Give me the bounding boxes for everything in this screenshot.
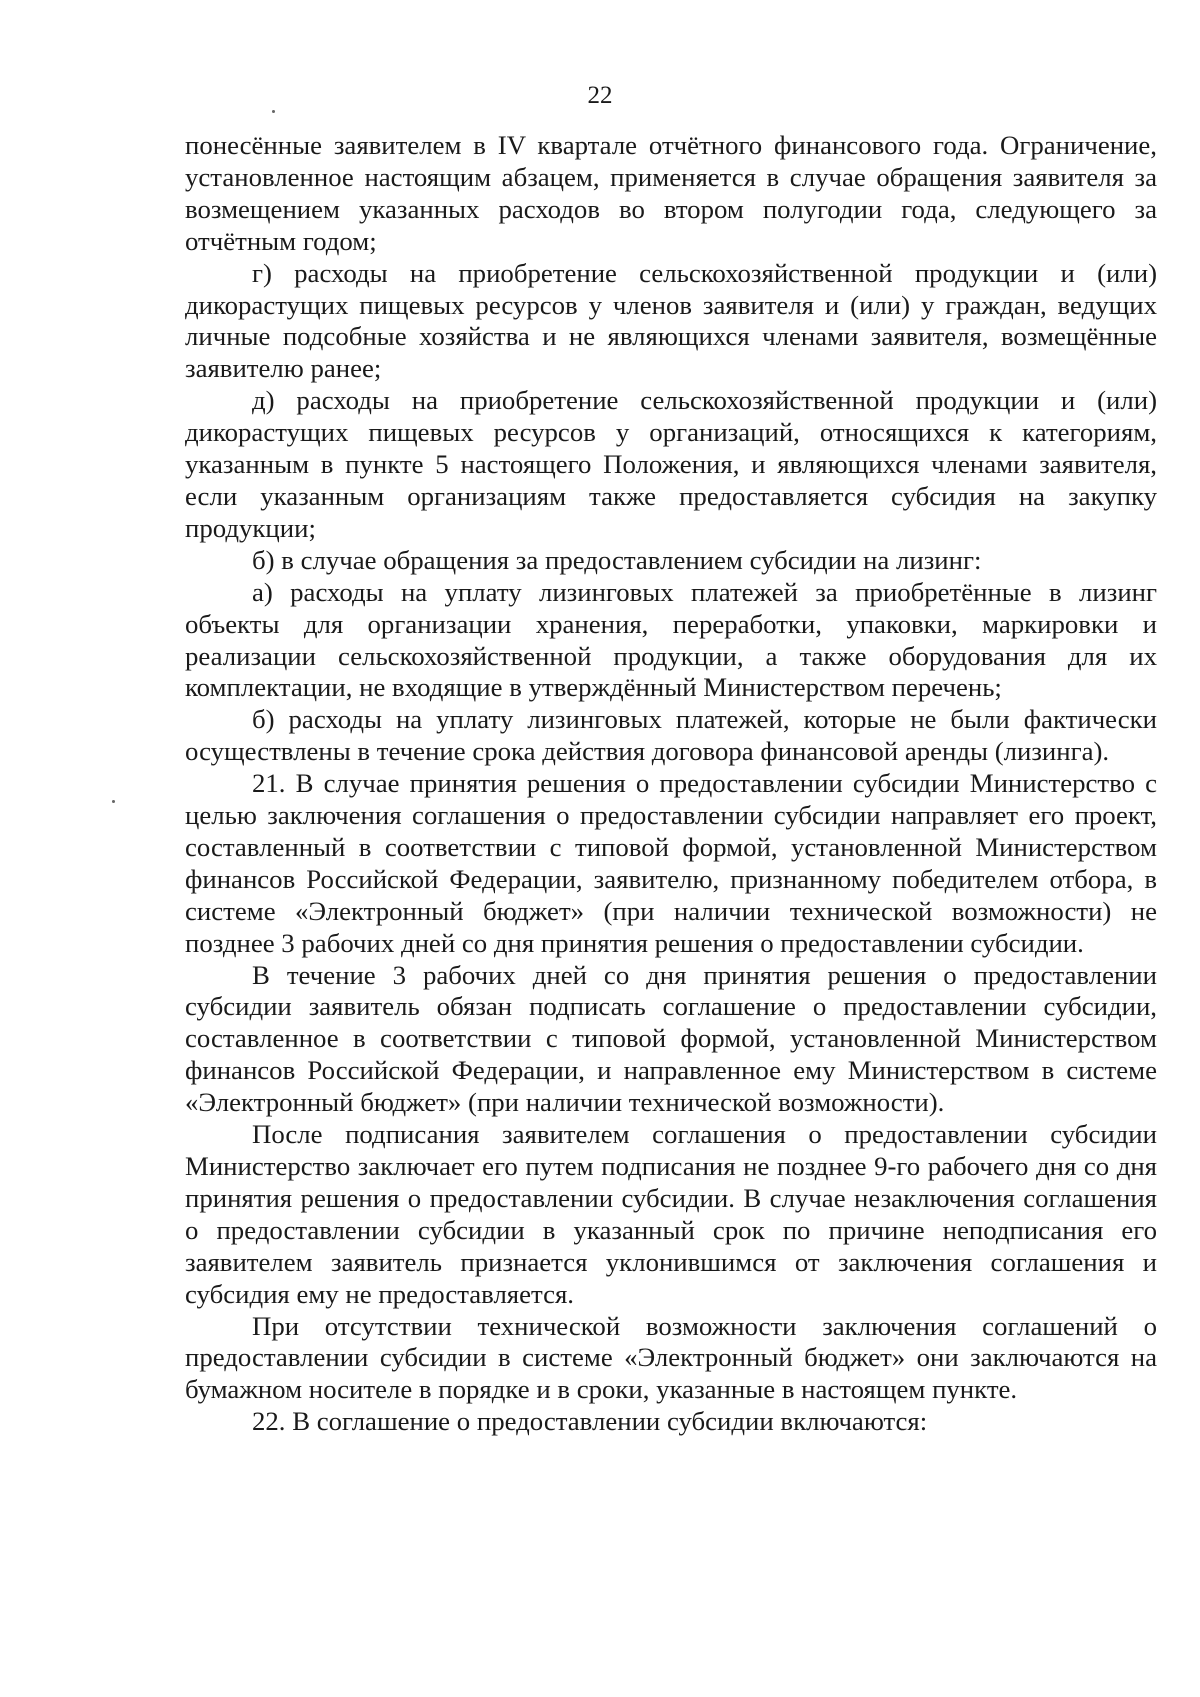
document-body bbox=[185, 130, 1157, 1438]
paragraph: понесённые заявителем в IV квартале отчётного финансового года. Ограничение, установленное настоящим абзацем, применяется в случае обращения заявителя за возмещением указанных расходов во втором полугодии года, следующего за отчётным годом; bbox=[185, 130, 1157, 256]
paragraph: 21. В случае принятия решения о предоставлении субсидии Министерство с целью заключения соглашения о предоставлении субсидии направляет его проект, составленный в соответствии с типовой формой, установленной Министерством финансов Российской Федерации, заявителю, признанному победителем отбора, в системе «Электронный бюджет» (при наличии технической возможности) не позднее 3 рабочих дней со дня принятия решения о предоставлении субсидии. bbox=[185, 768, 1157, 958]
paragraph: В течение 3 рабочих дней со дня принятия решения о предоставлении субсидии заявитель обязан подписать соглашение о предоставлении субсидии, составленное в соответствии с типовой формой, установленной Министерством финансов Российской Федерации, и направленное ему Министерством в системе «Электронный бюджет» (при наличии технической возможности). bbox=[185, 959, 1157, 1118]
page-number: 22 bbox=[587, 82, 613, 109]
paragraph: б) расходы на уплату лизинговых платежей, которые не были фактически осуществлены в течение срока действия договора финансовой аренды (лизинга). bbox=[185, 704, 1157, 767]
scan-speck bbox=[272, 110, 275, 113]
paragraph: а) расходы на уплату лизинговых платежей за приобретённые в лизинг объекты для организации хранения, переработки, упаковки, маркировки и реализации сельскохозяйственной продукции, а также оборудования для их комплектации, не входящие в утверждённый Министерством перечень; bbox=[185, 576, 1157, 703]
paragraph: б) в случае обращения за предоставлением субсидии на лизинг: bbox=[252, 544, 982, 575]
paragraph: 22. В соглашение о предоставлении субсидии включаются: bbox=[252, 1406, 928, 1437]
scan-speck bbox=[112, 800, 115, 803]
paragraph: д) расходы на приобретение сельскохозяйственной продукции и (или) дикорастущих пищевых ресурсов у организаций, относящихся к категориям, указанным в пункте 5 настоящего Положения, и являющихся членами заявителя, если указанным организациям также предоставляется субсидия на закупку продукции; bbox=[185, 385, 1157, 543]
paragraph: При отсутствии технической возможности заключения соглашений о предоставлении субсидии в системе «Электронный бюджет» они заключаются на бумажном носителе в порядке и в сроки, указанные в настоящем пункте. bbox=[185, 1310, 1157, 1405]
paragraph: После подписания заявителем соглашения о предоставлении субсидии Министерство заключает его путем подписания не позднее 9-го рабочего дня со дня принятия решения о предоставлении субсидии. В случае незаключения соглашения о предоставлении субсидии в указанный срок по причине неподписания его заявителем заявитель признается уклонившимся от заключения соглашения и субсидия ему не предоставляется. bbox=[185, 1119, 1157, 1309]
paragraph: г) расходы на приобретение сельскохозяйственной продукции и (или) дикорастущих пищевых ресурсов у членов заявителя и (или) у граждан, ведущих личные подсобные хозяйства и не являющихся членами заявителя, возмещённые заявителю ранее; bbox=[185, 257, 1157, 384]
